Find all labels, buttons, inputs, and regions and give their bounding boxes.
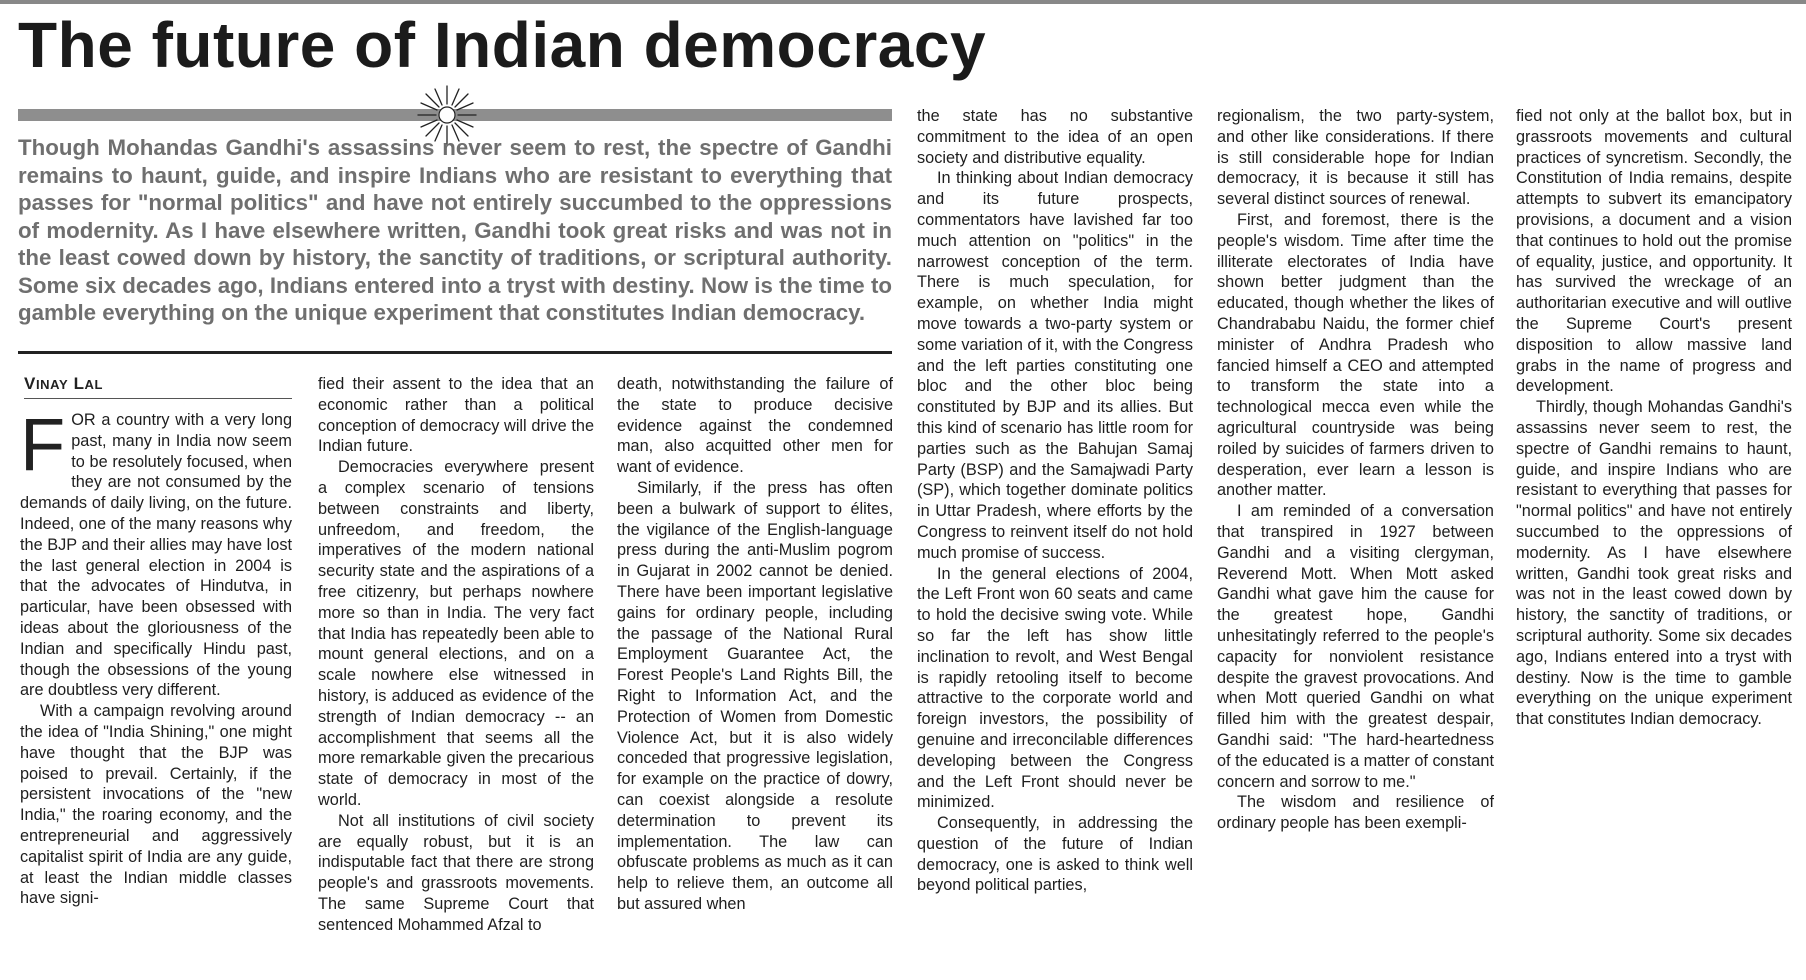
- paragraph: regionalism, the two party-system, and other like considerations. If there is still considerable hope for Indian democracy, it is because it still has several distinct sources of renewal.: [1217, 107, 1494, 209]
- top-rule: [0, 0, 1806, 4]
- paragraph: First, and foremost, there is the people's wisdom. Time after time the illiterate electorates of India have shown better judgment than the educated, though whether the likes of Chandrababu Naidu, the former chief minister of Andhra Pradesh who fancied himself a CEO and attempted to transform the state into a technological mecca even while the agricultural countryside was being roiled by suicides of farmers driven to desperation, ever learn a lesson is another matter.: [1217, 210, 1494, 500]
- paragraph: [20, 410, 292, 701]
- column-6: [1516, 106, 1792, 978]
- headline: The future of Indian democracy: [18, 9, 987, 81]
- paragraph: In the general elections of 2004, the Left Front won 60 seats and came to hold the decisive swing vote. While so far the left has show little inclination to revolt, and West Bengal is rapidly retooling itself to become attractive to the corporate world and foreign investors, the possibility of genuine and irreconcilable differences developing between the Congress and the Left Front should never be minimized.: [917, 564, 1193, 812]
- paragraph: In thinking about Indian democracy and its future prospects, commentators have lavished far too much attention on "politics" in the narrowest conception of the term. There is much speculation, for example, on whether India might move towards a two-party system or some variation of it, with the Congress and the left parties constituting one bloc and the other bloc being constituted by BJP and its allies. But this kind of scenario has little room for parties such as the Bahujan Samaj Party (BSP) and the Samajwadi Party (SP), which together dominate politics in Uttar Pradesh, where efforts by the Congress to reinvent itself do not hold much promise of success.: [917, 169, 1193, 562]
- column-5: [1217, 106, 1494, 978]
- byline-last-name: AL: [84, 377, 104, 392]
- byline-first-name: INAY: [35, 377, 69, 392]
- deck-rule: [18, 351, 892, 354]
- column-1: [20, 410, 292, 978]
- byline-rule: [24, 398, 292, 399]
- paragraph: fied their assent to the idea that an economic rather than a political conception of democracy will drive the Indian future.: [318, 375, 594, 456]
- byline: [24, 374, 103, 394]
- paragraph: Democracies everywhere present a complex scenario of tensions between constraints and liberty, unfreedom, and freedom, the imperatives of the modern national security state and the aspirations of a free citizenry, but perhaps nowhere more so than in India. The very fact that India has repeatedly been able to mount general elections, and on a scale nowhere else witnessed in history, is adduced as evidence of the strength of Indian democracy -- an accomplishment that seems all the more remarkable given the precarious state of democracy in most of the world.: [318, 458, 594, 809]
- paragraph-text: OR a country with a very long past, many in India now seem to be resolutely focused, when they are not consumed by the demands of daily living, on the future. Indeed, one of the many reasons why the BJP and their allies may have lost the last general election in 2004 is that the advocates of Hindutva, in particular, have been obsessed with ideas about the gloriousness of the Indian and specifically Hindu past, though the obsessions of the young are doubtless very different.: [20, 411, 292, 700]
- drop-cap: F: [20, 410, 66, 486]
- paragraph: I am reminded of a conversation that transpired in 1927 between Gandhi and a visiting clergyman, Reverend Mott. When Mott asked Gandhi what gave him the cause for the greatest hope, Gandhi unhesitatingly referred to the people's capacity for nonviolent resistance despite the gravest provocations. And when Mott queried Gandhi on what filled him with the greatest despair, Gandhi said: "The hard-heartedness of the educated is a matter of constant concern and sorrow to me.": [1217, 502, 1494, 791]
- byline-last-initial: L: [73, 374, 85, 393]
- paragraph: Consequently, in addressing the question of the future of Indian democracy, one is asked to think well beyond political parties,: [917, 814, 1193, 895]
- column-4: [917, 106, 1193, 978]
- paragraph: fied not only at the ballot box, but in grassroots movements and cultural practices of syncretism. Secondly, the Constitution of India remains, despite attempts to subvert its emancipatory provisions, a document and a vision that continues to hold out the promise of equality, justice, and opportunity. It has survived the wreckage of an authoritarian executive and will outlive the Supreme Court's present disposition to allow massive land grabs in the name of progress and development.: [1516, 107, 1792, 396]
- paragraph: The wisdom and resilience of ordinary people has been exempli-: [1217, 793, 1494, 833]
- byline-initial: V: [24, 374, 36, 393]
- deck-summary: Though Mohandas Gandhi's assassins never seem to rest, the spectre of Gandhi remains to haunt, guide, and inspire Indians who are resistant to everything that passes for "normal politics" and have not entirely succumbed to the oppressions of modernity. As I have elsewhere written, Gandhi took great risks and was not in the least cowed down by history, the sanctity of traditions, or scriptural authority. Some six decades ago, Indians entered into a tryst with destiny. Now is the time to gamble everything on the unique experiment that constitutes Indian democracy.: [18, 135, 892, 325]
- paragraph: the state has no substantive commitment to the idea of an open society and distributive equality.: [917, 107, 1193, 167]
- column-3: [617, 374, 893, 978]
- column-2: [318, 374, 594, 978]
- paragraph: With a campaign revolving around the idea of "India Shining," one might have thought that the BJP was poised to prevail. Certainly, if the persistent invocations of the "new India," the roaring economy, and the entrepreneurial and aggressively capitalist spirit of India are any guide, at least the Indian middle classes have signi-: [20, 702, 292, 908]
- paragraph: Not all institutions of civil society are equally robust, but it is an indisputable fact that there are strong people's and grassroots movements. The same Supreme Court that sentenced Mohammed Afzal to: [318, 811, 594, 934]
- paragraph: Thirdly, though Mohandas Gandhi's assassins never seem to rest, the spectre of Gandhi remains to haunt, guide, and inspire Indians who are resistant to everything that passes for "normal politics" and have not entirely succumbed to the oppressions of modernity. As I have elsewhere written, Gandhi took great risks and was not in the least cowed down by history, the sanctity of traditions, or scriptural authority. Some six decades ago, Indians entered into a tryst with destiny. Now is the time to gamble everything on the unique experiment that constitutes Indian democracy.: [1516, 398, 1792, 729]
- paragraph: death, notwithstanding the failure of the state to produce decisive evidence against the condemned man, also acquitted other men for want of evidence.: [617, 375, 893, 477]
- paragraph: Similarly, if the press has often been a bulwark of support to élites, the vigilance of the English-language press during the anti-Muslim pogrom in Gujarat in 2002 cannot be denied. There have been important legislative gains for ordinary people, including the passage of the National Rural Employment Guarantee Act, the Forest People's Land Rights Bill, the Right to Information Act, and the Protection of Women from Domestic Violence Act, but it is also widely conceded that progressive legislation, for example on the practice of dowry, can coexist alongside a resolute determination to prevent its implementation. The law can obfuscate problems as much as it can help to relieve them, an outcome all but assured when: [617, 478, 893, 913]
